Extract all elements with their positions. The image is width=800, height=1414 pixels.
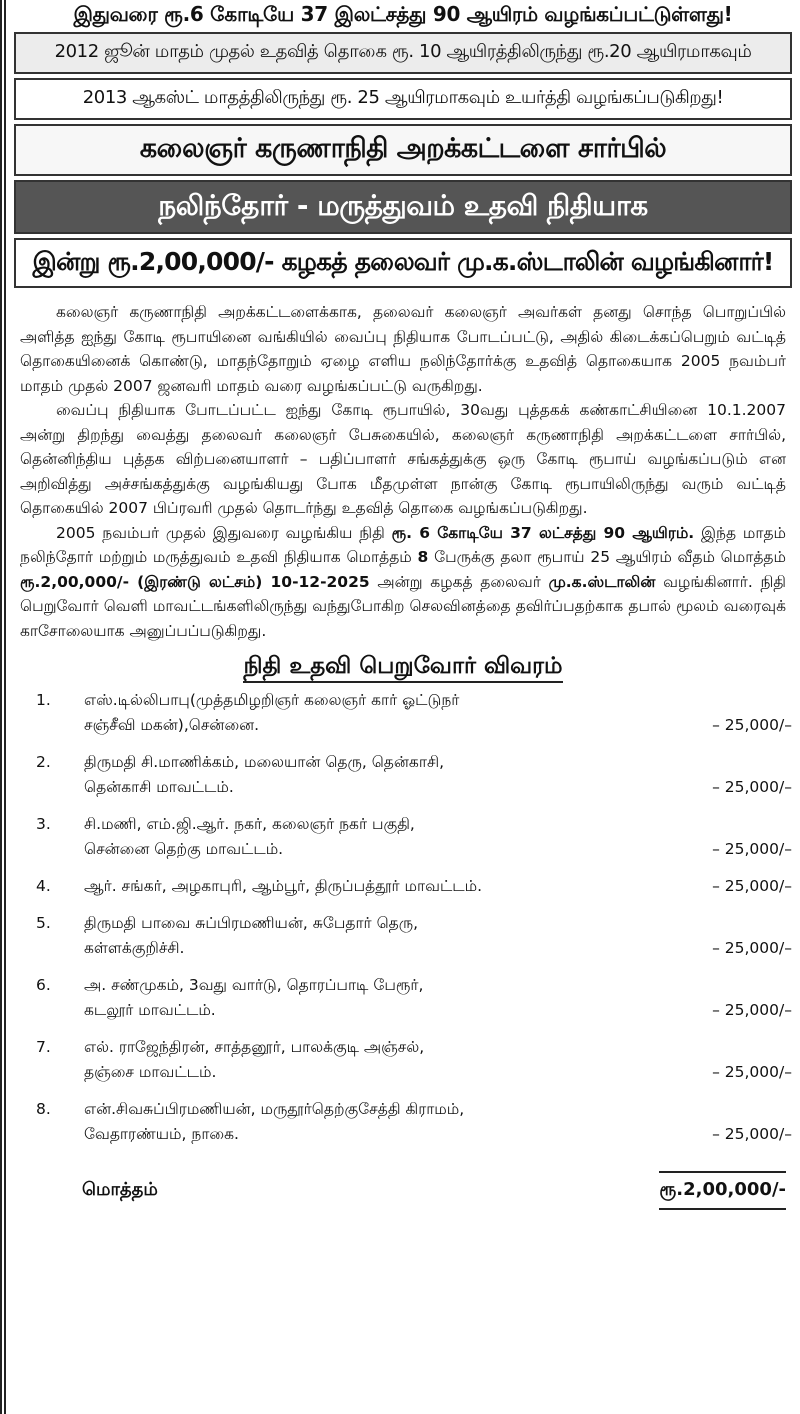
list-item xyxy=(14,1097,792,1147)
section-title-text: நிதி உதவி பெறுவோர் விவரம் xyxy=(243,653,562,683)
item-amount: – 25,000/– xyxy=(712,1125,792,1143)
item-line2: சென்னை தெற்கு மாவட்டம். xyxy=(84,840,284,858)
item-line1: திருமதி சி.மாணிக்கம், மலையான் தெரு, தென்காசி, xyxy=(84,753,445,771)
item-number: 7. xyxy=(36,1038,51,1056)
item-number: 5. xyxy=(36,914,51,932)
item-amount: – 25,000/– xyxy=(712,840,792,858)
item-line2: கள்ளக்குறிச்சி. xyxy=(84,939,185,957)
item-amount: – 25,000/– xyxy=(712,1001,792,1019)
item-line1: எஸ்.டில்லிபாபு(முத்தமிழறிஞர் கலைஞர் கார் ஓட்டுநர் xyxy=(84,691,460,709)
para3-text-g: அன்று கழகத் தலைவர் xyxy=(377,572,541,591)
section-title xyxy=(14,653,792,682)
list-item xyxy=(14,812,792,862)
item-line2: தஞ்சை மாவட்டம். xyxy=(84,1063,217,1081)
item-number: 8. xyxy=(36,1100,51,1118)
headline-increase-2012: 2012 ஜூன் மாதம் முதல் உதவித் தொகை ரூ. 10 ஆயிரத்திலிருந்து ரூ.20 ஆயிரமாகவும் xyxy=(14,32,792,74)
total-label: மொத்தம் xyxy=(82,1179,158,1200)
item-number: 4. xyxy=(36,877,51,895)
item-line2: தென்காசி மாவட்டம். xyxy=(84,778,234,796)
list-item xyxy=(14,973,792,1023)
headline-increase-2013: 2013 ஆகஸ்ட் மாதத்திலிருந்து ரூ. 25 ஆயிரமாகவும் உயர்த்தி வழங்கப்படுகிறது! xyxy=(14,78,792,120)
article-body xyxy=(14,292,792,643)
para3-text-c: இந்த மாதம் நலிந்தோர் மற்றும் மருத்துவம் உதவி நிதியாக மொத்தம் xyxy=(20,523,787,566)
item-line1: ஆர். சங்கர், அழகாபுரி, ஆம்பூர், திருப்பத்தூர் மாவட்டம். xyxy=(84,877,483,895)
para3-month-amount: ரூ.2,00,000/- (இரண்டு லட்சம்) 10-12-2025 xyxy=(20,572,370,591)
item-description xyxy=(84,750,674,800)
item-number: 2. xyxy=(36,753,51,771)
item-line2: வேதாரண்யம், நாகை. xyxy=(84,1125,239,1143)
para3-count: 8 xyxy=(417,548,429,566)
item-line2: கடலூர் மாவட்டம். xyxy=(84,1001,216,1019)
item-description xyxy=(84,1035,674,1085)
item-number: 3. xyxy=(36,815,51,833)
heading-trust: கலைஞர் கருணாநிதி அறக்கட்டளை சார்பில் xyxy=(14,124,792,176)
total-amount: ரூ.2,00,000/- xyxy=(659,1171,786,1210)
heading-stalin-gives: இன்று ரூ.2,00,000/- கழகத் தலைவர் மு.க.ஸ்டாலின் வழங்கினார்! xyxy=(14,238,792,288)
paragraph-2: வைப்பு நிதியாக போடப்பட்ட ஐந்து கோடி ரூபாயில், 30வது புத்தகக் கண்காட்சியினை 10.1.2007 அன்று திறந்து வைத்து தலைவர் கலைஞர் பேசுகையில், கலைஞர் கருணாநிதி அறக்கட்டளை சார்பில், தென்னிந்திய புத்தக விற்பனையாளர் – பதிப்பாளர் சங்கத்துக்கு ஒரு கோடி ரூபாய் வழங்கப்படும் என அறிவித்து அச்சங்கத்துக்கு வழங்கியது போக மீதமுள்ள நான்கு கோடி ரூபாயிலிருந்து வரும் வட்டித் தொகையில் 2007 பிப்ரவரி முதல் தொடர்ந்து உதவித் தொகை வழங்கப்படுகிறது. xyxy=(20,401,786,517)
item-number: 6. xyxy=(36,976,51,994)
list-item xyxy=(14,750,792,800)
headline-total-given: இதுவரை ரூ.6 கோடியே 37 இலட்சத்து 90 ஆயிரம் வழங்கப்பட்டுள்ளது! xyxy=(73,2,733,26)
list-item xyxy=(14,874,792,899)
item-description xyxy=(84,1097,674,1147)
item-amount: – 25,000/– xyxy=(712,939,792,957)
para3-text-e: பேருக்கு தலா ரூபாய் 25 ஆயிரம் வீதம் மொத்தம் xyxy=(434,548,786,566)
item-line1: திருமதி பாவை சுப்பிரமணியன், சுபேதார் தெரு, xyxy=(84,914,419,932)
item-number: 1. xyxy=(36,691,51,709)
item-amount: – 25,000/– xyxy=(712,877,792,895)
para3-leader-name: மு.க.ஸ்டாலின் xyxy=(548,572,656,591)
list-item xyxy=(14,1035,792,1085)
item-line1: எல். ராஜேந்திரன், சாத்தனூர், பாலக்குடி அஞ்சல், xyxy=(84,1038,425,1056)
item-line1: சி.மணி, எம்.ஜி.ஆர். நகர், கலைஞர் நகர் பகுதி, xyxy=(84,815,415,833)
item-amount: – 25,000/– xyxy=(712,778,792,796)
paragraph-3 xyxy=(20,521,786,644)
para3-text-a: 2005 நவம்பர் முதல் இதுவரை வழங்கிய நிதி xyxy=(56,523,385,542)
beneficiary-list xyxy=(14,688,792,1147)
item-amount: – 25,000/– xyxy=(712,716,792,734)
total-row xyxy=(14,1159,792,1210)
item-description xyxy=(84,688,674,738)
list-item xyxy=(14,688,792,738)
item-description xyxy=(84,973,674,1023)
item-line1: அ. சண்முகம், 3வது வார்டு, தொரப்பாடி பேரூர், xyxy=(84,976,424,994)
item-amount: – 25,000/– xyxy=(712,1063,792,1081)
item-line1: என்.சிவசுப்பிரமணியன், மருதூர்தெற்குசேத்தி கிராமம், xyxy=(84,1100,465,1118)
para3-total-amount: ரூ. 6 கோடியே 37 லட்சத்து 90 ஆயிரம். xyxy=(391,523,695,542)
item-description xyxy=(84,812,674,862)
para3-text-i: வழங்கினார். நிதி பெறுவோர் வெளி மாவட்டங்களிலிருந்து வந்துபோகிற செலவினத்தை தவிர்ப்பதற்காக தபால் மூலம் வரைவுக் காசோலையாக அனுப்பப்படுகிறது. xyxy=(20,572,787,640)
paragraph-1: கலைஞர் கருணாநிதி அறக்கட்டளைக்காக, தலைவர் கலைஞர் அவர்கள் தனது சொந்த பொறுப்பில் அளித்த ஐந்து கோடி ரூபாயினை வங்கியில் வைப்பு நிதியாக போடப்பட்டு, அதில் கிடைக்கப்பெறும் வட்டித் தொகையினைக் கொண்டு, மாதந்தோறும் ஏழை எளிய நலிந்தோர்க்கு உதவித் தொகையாக 2005 நவம்பர் மாதம் முதல் 2007 ஜனவரி மாதம் வரை வழங்கப்பட்டு வருகிறது. xyxy=(20,303,786,395)
item-description xyxy=(84,874,674,899)
item-description xyxy=(84,911,674,961)
list-item xyxy=(14,911,792,961)
heading-aid-fund: நலிந்தோர் - மருத்துவம் உதவி நிதியாக xyxy=(14,180,792,234)
item-line2: சஞ்சீவி மகன்),சென்னை. xyxy=(84,716,260,734)
